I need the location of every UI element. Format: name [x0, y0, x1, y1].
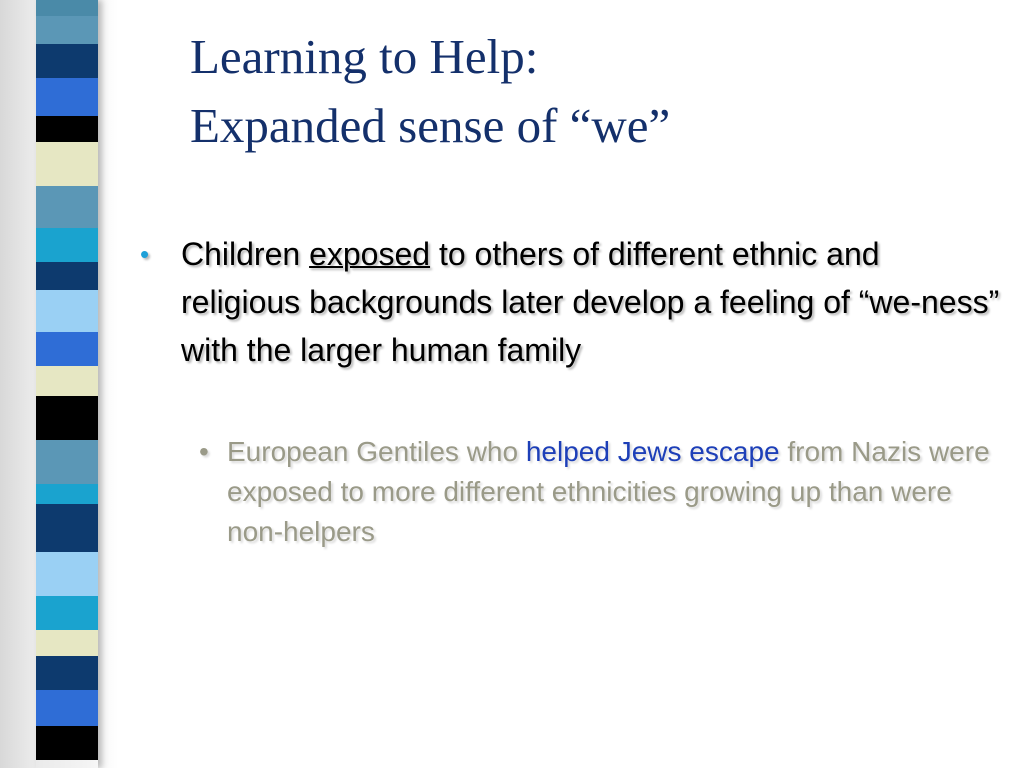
stripe-block — [36, 596, 98, 630]
sub-bullet-highlight: helped Jews escape — [525, 436, 780, 467]
bullet-dot-icon: • — [140, 239, 150, 269]
stripe-block — [36, 262, 98, 290]
sub-bullet-text — [227, 432, 999, 552]
stripe-block — [36, 504, 98, 552]
sub-bullet-text-post: from Nazis were exposed to more different ethnicities growing up than were non-helpers — [227, 436, 990, 547]
bullet-text-post: to others of different ethnic and religious backgrounds later develop a feeling of “we-ness” with the larger human family — [181, 236, 1000, 368]
slide-title — [190, 22, 990, 160]
stripe-block — [36, 690, 98, 726]
stripe-block — [36, 396, 98, 440]
decorative-stripe-panel — [0, 0, 118, 768]
stripe-block — [36, 78, 98, 116]
stripe-block — [36, 656, 98, 690]
stripe-block — [36, 0, 98, 16]
stripe-block — [36, 228, 98, 262]
bullet-text-pre: Children — [181, 236, 310, 272]
stripe-block — [36, 332, 98, 366]
title-line-1: Learning to Help: — [190, 29, 539, 84]
bullet-item — [140, 230, 1000, 374]
stripe-block — [36, 552, 98, 596]
stripe-block — [36, 142, 98, 186]
bullet-text — [181, 230, 1000, 374]
stripe-block — [36, 630, 98, 656]
stripe-block — [36, 186, 98, 228]
stripe-block — [36, 484, 98, 504]
sub-bullet-text-pre: European Gentiles who — [227, 436, 526, 467]
sub-bullet-dot-icon: • — [199, 436, 209, 467]
bullet-emphasis: exposed — [309, 236, 431, 272]
stripe-block — [36, 16, 98, 44]
stripe-block — [36, 440, 98, 484]
stripe-block — [36, 116, 98, 142]
stripe-block — [36, 44, 98, 78]
stripe-block — [36, 726, 98, 760]
title-line-2: Expanded sense of “we” — [190, 98, 671, 153]
stripe-block — [36, 366, 98, 396]
stripe-block — [36, 290, 98, 332]
decorative-stripe — [36, 0, 98, 768]
sub-bullet-item — [199, 432, 999, 552]
